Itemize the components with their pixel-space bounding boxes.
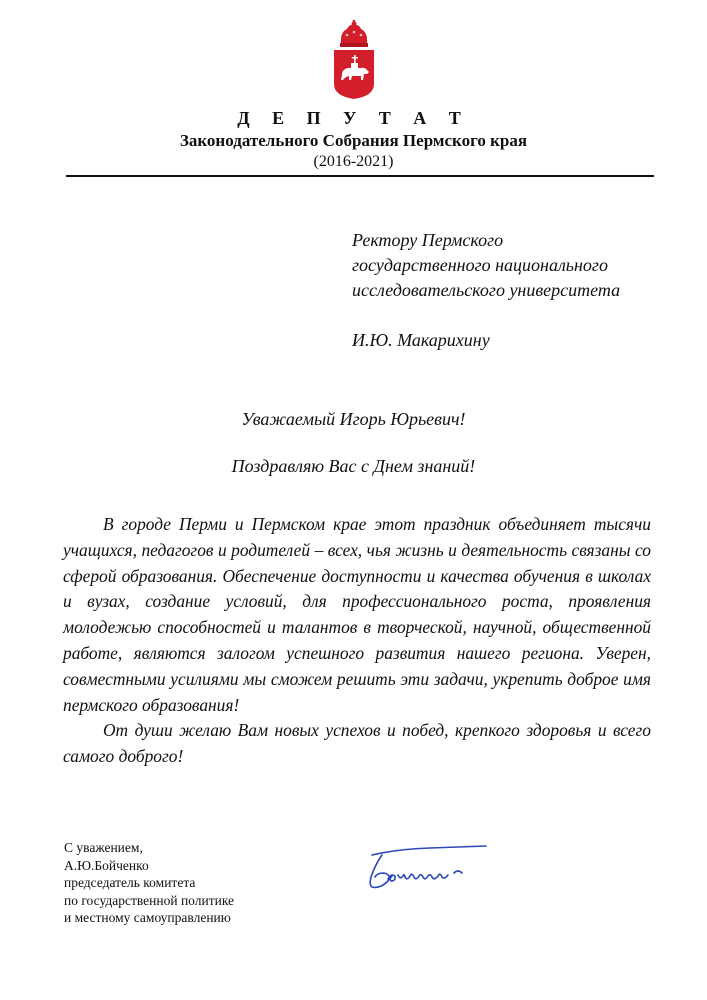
signer-title: и местному самоуправлению [64, 910, 231, 926]
signer-title: председатель комитета [64, 875, 196, 891]
signer-name: А.Ю.Бойченко [64, 857, 149, 873]
document-years: (2016-2021) [313, 153, 394, 170]
signature-block [64, 839, 324, 927]
body-paragraph: В городе Перми и Пермском крае этот праздник объединяет тысячи учащихся, педагогов и родителей – всех, чья жизнь и деятельность связаны со сферой образования. Обеспечение доступности и качества обучения в школах и вузах, создание условий, для профессионального роста, проявления молодежью способностей и талантов в творческой, научной, общественной работе, являются залогом успешного развития нашего региона. Уверен, совместными усилиями мы сможем решить эти задачи, укрепить доброе имя пермского образования! [63, 514, 651, 715]
addressee-name: И.Ю. Макарихину [352, 330, 490, 350]
document-subtitle: Законодательного Собрания Пермского края [179, 131, 528, 150]
closing-line: С уважением, [64, 840, 143, 855]
document-title: Д Е П У Т А Т [237, 108, 470, 128]
signer-title: по государственной политике [64, 892, 235, 908]
header-divider [66, 175, 654, 177]
perm-krai-coat-of-arms-icon [330, 20, 378, 100]
handwritten-signature [358, 843, 498, 895]
letter-body [63, 512, 651, 770]
addressee-line: Ректору Пермского [352, 230, 504, 250]
addressee-line: исследовательского университета [352, 280, 621, 300]
addressee-line: государственного национального [352, 255, 608, 275]
shield-icon [334, 50, 374, 99]
crown-icon [340, 20, 368, 47]
addressee-block [352, 228, 672, 353]
body-paragraph: От души желаю Вам новых успехов и побед, крепкого здоровья и всего самого доброго! [63, 720, 651, 767]
salutation: Уважаемый Игорь Юрьевич! [241, 409, 466, 429]
congratulation-line: Поздравляю Вас с Днем знаний! [231, 456, 476, 476]
